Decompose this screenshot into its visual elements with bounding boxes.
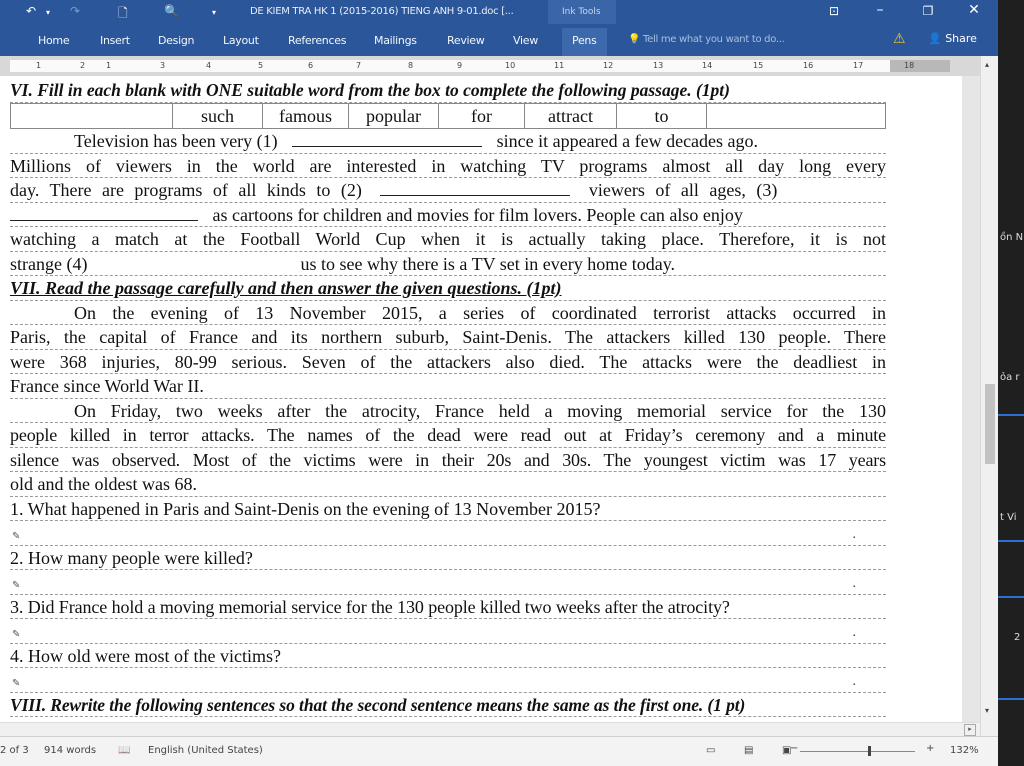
pencil-icon: ✎ [12, 531, 21, 542]
horizontal-scrollbar[interactable] [0, 722, 980, 736]
close-button[interactable]: ✕ [968, 2, 980, 18]
ruler-number: 12 [603, 61, 614, 70]
lightbulb-icon: 💡 [628, 34, 644, 45]
paragraph-line: people killed in terror attacks. The names of the dead were read out at Friday’s ceremony and a minute [10, 423, 886, 448]
page-count[interactable]: 2 of 3 [0, 745, 29, 756]
answer-period: . [852, 576, 856, 591]
ruler-number: 16 [803, 61, 814, 70]
section-7-heading: VII. Read the passage carefully and then answer the given questions. (1pt) [10, 276, 886, 301]
tab-pens[interactable]: Pens [562, 28, 607, 56]
share-button[interactable] [928, 32, 977, 45]
language-indicator[interactable]: English (United States) [148, 745, 263, 756]
word-box-cell: for [439, 103, 525, 129]
paragraph-line: France since World War II. [10, 374, 886, 399]
new-document-icon[interactable]: 🗋 [118, 6, 128, 20]
ink-tools-context-label: Ink Tools [548, 0, 616, 24]
zoom-level[interactable]: 132% [950, 745, 979, 756]
background-divider [998, 540, 1024, 542]
paragraph-line: On the evening of 13 November 2015, a series of coordinated terrorist attacks occurred in [10, 301, 886, 326]
tab-home[interactable]: Home [38, 34, 70, 47]
background-divider [998, 596, 1024, 598]
paragraph-line: strange (4) us to see why there is a TV set in every home today. [10, 252, 886, 277]
ruler-number: 7 [356, 61, 362, 70]
proofing-icon[interactable]: 📖 [118, 745, 131, 756]
web-layout-icon[interactable]: ▣ [782, 745, 792, 756]
question-1: 1. What happened in Paris and Saint-Denis on the evening of 13 November 2015? [10, 497, 886, 522]
ruler-number: 1 [36, 61, 42, 70]
print-layout-icon[interactable]: ▤ [744, 745, 754, 756]
paragraph-line: Millions of viewers in the world are interested in watching TV programs almost all day long every [10, 154, 886, 179]
undo-icon[interactable]: ↶ [26, 4, 37, 18]
pencil-icon: ✎ [12, 678, 21, 689]
tab-mailings[interactable]: Mailings [374, 34, 417, 47]
blank-2[interactable] [380, 180, 570, 196]
document-title: DE KIEM TRA HK 1 (2015-2016) TIENG ANH 9-01.doc [... [250, 6, 514, 17]
scrollbar-thumb[interactable] [985, 384, 995, 464]
word-box-cell: popular [349, 103, 439, 129]
ruler-number: 6 [308, 61, 314, 70]
paragraph-line: Paris, the capital of France and its northern suburb, Saint-Denis. The attackers killed 130 people. There [10, 325, 886, 350]
background-text: ỏa r [1000, 372, 1020, 383]
ruler-number: 15 [753, 61, 764, 70]
ruler-number: 9 [457, 61, 463, 70]
ruler-number: 13 [653, 61, 664, 70]
background-text: ồn N [1000, 232, 1024, 243]
zoom-out-icon[interactable]: − [790, 743, 799, 754]
person-icon: 👤 [928, 32, 946, 45]
ruler-number: 14 [702, 61, 713, 70]
background-divider [998, 414, 1024, 416]
customize-quick-access-icon[interactable]: ▾ [212, 8, 217, 17]
minimize-button[interactable]: – [876, 2, 884, 18]
ruler-number: 11 [554, 61, 565, 70]
ruler-number: 17 [853, 61, 864, 70]
ruler-number: 18 [904, 61, 915, 70]
tab-review[interactable]: Review [447, 34, 485, 47]
ribbon-tabs [0, 24, 1000, 56]
tab-design[interactable]: Design [158, 34, 195, 47]
print-preview-icon[interactable]: 🔍 [164, 4, 179, 18]
blank-4[interactable] [96, 254, 292, 270]
word-box-cell: famous [263, 103, 349, 129]
word-box-cell: such [173, 103, 263, 129]
warning-icon[interactable]: ⚠ [893, 31, 906, 47]
pencil-icon: ✎ [12, 629, 21, 640]
answer-line-3[interactable] [10, 619, 886, 644]
horizontal-ruler[interactable] [0, 56, 980, 76]
ruler-number: 10 [505, 61, 516, 70]
zoom-slider-knob[interactable] [868, 746, 871, 756]
background-window [998, 0, 1024, 766]
restore-button[interactable]: ❐ [922, 4, 934, 18]
ruler-number: 8 [408, 61, 414, 70]
paragraph-line: as cartoons for children and movies for film lovers. People can also enjoy [10, 203, 886, 228]
answer-line-4[interactable] [10, 668, 886, 693]
ruler-number: 2 [80, 61, 86, 70]
word-box-cell [707, 103, 886, 129]
blank-1[interactable] [292, 131, 482, 147]
word-box-cell: to [617, 103, 707, 129]
paragraph-line: day. There are programs of all kinds to (2) viewers of all ages, (3) [10, 178, 886, 203]
background-divider [998, 698, 1024, 700]
background-text: t Vi [1000, 512, 1017, 523]
document-body[interactable] [10, 78, 886, 717]
ribbon-display-options-icon[interactable]: ⊡ [828, 4, 840, 18]
paragraph-line: silence was observed. Most of the victims were in their 20s and 30s. The youngest victim was 17 years [10, 448, 886, 473]
answer-line-2[interactable] [10, 570, 886, 595]
vertical-scrollbar[interactable] [980, 56, 998, 736]
zoom-slider[interactable] [800, 751, 915, 752]
ruler-number: 3 [160, 61, 166, 70]
word-box-cell [11, 103, 173, 129]
question-3: 3. Did France hold a moving memorial service for the 130 people killed two weeks after the atrocity? [10, 595, 886, 620]
ruler-number: 1 [106, 61, 112, 70]
tell-me-text: Tell me what you want to do... [643, 34, 785, 45]
question-2: 2. How many people were killed? [10, 546, 886, 571]
answer-period: . [852, 674, 856, 689]
paragraph-line: were 368 injuries, 80-99 serious. Seven of the attackers also died. The attacks were the deadliest in [10, 350, 886, 375]
redo-icon[interactable]: ↷ [70, 4, 81, 18]
answer-period: . [852, 527, 856, 542]
share-label: Share [945, 32, 977, 45]
tab-references[interactable]: References [288, 34, 347, 47]
zoom-in-icon[interactable]: + [926, 743, 935, 754]
pencil-icon: ✎ [12, 580, 21, 591]
paragraph-line: On Friday, two weeks after the atrocity, France held a moving memorial service for the 130 [10, 399, 886, 424]
paragraph-line: old and the oldest was 68. [10, 472, 886, 497]
ruler-number: 5 [258, 61, 264, 70]
word-box [10, 103, 886, 130]
background-text: 2 [1014, 632, 1021, 643]
title-bar [0, 0, 1000, 24]
read-mode-icon[interactable]: ▭ [706, 745, 716, 756]
tab-layout[interactable]: Layout [223, 34, 259, 47]
ruler-number: 4 [206, 61, 212, 70]
ruler-margin [890, 60, 950, 72]
section-8-heading: VIII. Rewrite the following sentences so that the second sentence means the same as the first one. (1 pt) [10, 693, 886, 718]
undo-dropdown-icon[interactable]: ▾ [46, 8, 51, 17]
scroll-down-arrow[interactable]: ▾ [985, 706, 990, 715]
tab-view[interactable]: View [513, 34, 538, 47]
question-4: 4. How old were most of the victims? [10, 644, 886, 669]
section-6-heading: VI. Fill in each blank with ONE suitable word from the box to complete the following passage. (1pt) [10, 78, 886, 103]
scroll-right-arrow[interactable]: ▸ [964, 724, 976, 736]
scroll-up-arrow[interactable]: ▴ [985, 60, 990, 69]
answer-period: . [852, 625, 856, 640]
document-canvas[interactable] [0, 76, 980, 736]
paragraph-line: Television has been very (1) since it appeared a few decades ago. [10, 129, 886, 154]
paragraph-line: watching a match at the Football World Cup when it is actually taking place. Therefore, it is not [10, 227, 886, 252]
blank-3[interactable] [10, 205, 198, 221]
word-box-cell: attract [525, 103, 617, 129]
status-bar [0, 736, 998, 766]
tell-me-search[interactable] [628, 34, 785, 45]
tab-insert[interactable]: Insert [100, 34, 130, 47]
document-page[interactable] [0, 76, 962, 736]
word-count[interactable]: 914 words [44, 745, 97, 756]
answer-line-1[interactable] [10, 521, 886, 546]
